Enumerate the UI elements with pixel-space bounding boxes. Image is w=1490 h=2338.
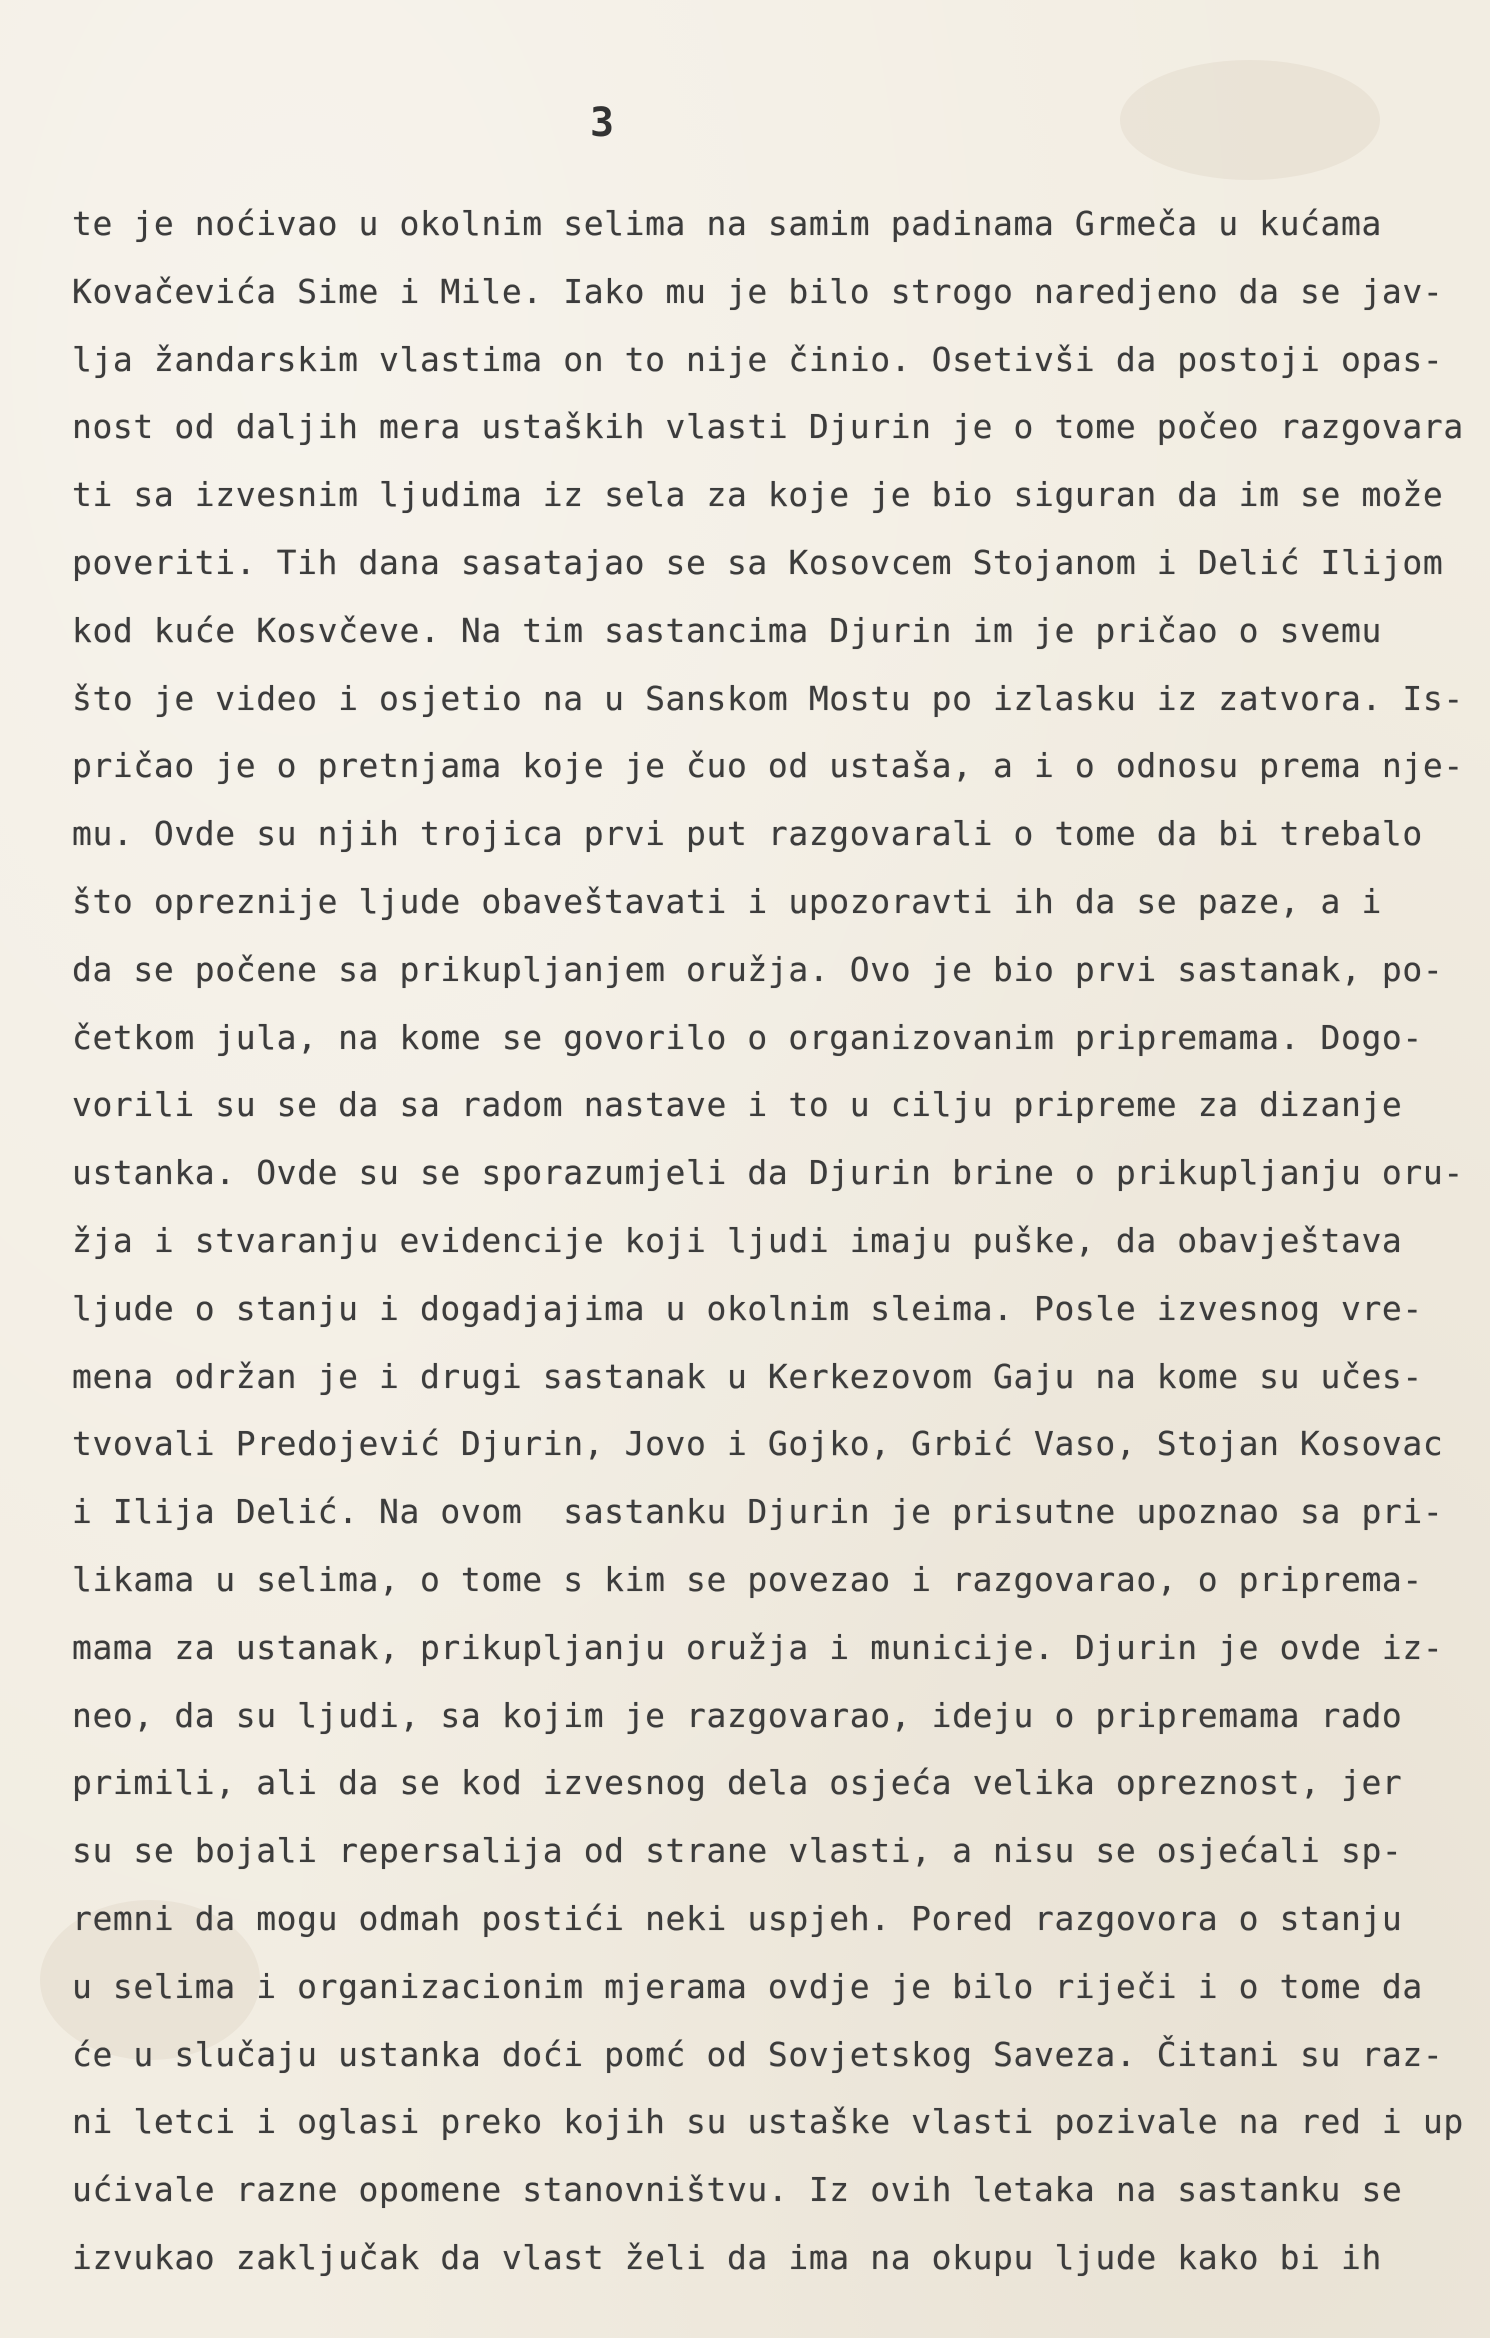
text-line: mama za ustanak, prikupljanju oružja i municije. Djurin je ovde iz- <box>72 1627 1444 1667</box>
text-line: remni da mogu odmah postići neki uspjeh. Pored razgovora o stanju <box>72 1898 1403 1938</box>
text-line: ni letci i oglasi preko kojih su ustaške vlasti pozivale na red i up <box>72 2102 1464 2142</box>
text-line: poveriti. Tih dana sasatajao se sa Kosovcem Stojanom i Delić Ilijom <box>72 542 1444 582</box>
page-number: 3 <box>590 100 615 146</box>
text-line: Kovačevića Sime i Mile. Iako mu je bilo strogo naredjeno da se jav- <box>72 271 1444 311</box>
text-line: likama u selima, o tome s kim se povezao i razgovarao, o priprema- <box>72 1559 1423 1599</box>
body-text <box>72 190 1472 2292</box>
text-line: lja žandarskim vlastima on to nije činio. Osetivši da postoji opas- <box>72 339 1444 379</box>
text-line: mu. Ovde su njih trojica prvi put razgovarali o tome da bi trebalo <box>72 814 1423 854</box>
text-line: su se bojali repersalija od strane vlasti, a nisu se osjećali sp- <box>72 1831 1403 1871</box>
text-line: i Ilija Delić. Na ovom sastanku Djurin je prisutne upoznao sa pri- <box>72 1492 1444 1532</box>
text-line: pričao je o pretnjama koje je čuo od ustaša, a i o odnosu prema nje- <box>72 746 1464 786</box>
text-line: ustanka. Ovde su se sporazumjeli da Djurin brine o prikupljanju oru- <box>72 1153 1464 1193</box>
text-line: kod kuće Kosvčeve. Na tim sastancima Djurin im je pričao o svemu <box>72 610 1382 650</box>
text-line: što je video i osjetio na u Sanskom Mostu po izlasku iz zatvora. Is- <box>72 678 1464 718</box>
text-line: u selima i organizacionim mjerama ovdje je bilo riječi i o tome da <box>72 1966 1423 2006</box>
paper-stain <box>1120 60 1380 180</box>
text-line: mena održan je i drugi sastanak u Kerkezovom Gaju na kome su učes- <box>72 1356 1423 1396</box>
text-line: ti sa izvesnim ljudima iz sela za koje je bio siguran da im se može <box>72 475 1444 515</box>
text-line: tvovali Predojević Djurin, Jovo i Gojko, Grbić Vaso, Stojan Kosovac <box>72 1424 1444 1464</box>
text-line: te je noćivao u okolnim selima na samim padinama Grmeča u kućama <box>72 204 1382 243</box>
text-line: nost od daljih mera ustaških vlasti Djurin je o tome počeo razgovara <box>72 407 1464 447</box>
text-line: da se počene sa prikupljanjem oružja. Ovo je bio prvi sastanak, po- <box>72 949 1444 989</box>
text-line: izvukao zaključak da vlast želi da ima na okupu ljude kako bi ih <box>72 2237 1382 2277</box>
text-line: što opreznije ljude obaveštavati i upozoravti ih da se paze, a i <box>72 881 1382 921</box>
text-line: vorili su se da sa radom nastave i to u cilju pripreme za dizanje <box>72 1085 1403 1125</box>
text-line: ućivale razne opomene stanovništvu. Iz ovih letaka na sastanku se <box>72 2170 1403 2210</box>
text-line: žja i stvaranju evidencije koji ljudi imaju puške, da obavještava <box>72 1220 1403 1260</box>
text-line: neo, da su ljudi, sa kojim je razgovarao, ideju o pripremama rado <box>72 1695 1403 1735</box>
text-line: primili, ali da se kod izvesnog dela osjeća velika opreznost, jer <box>72 1763 1403 1803</box>
text-line: će u slučaju ustanka doći pomć od Sovjetskog Saveza. Čitani su raz- <box>72 2034 1444 2074</box>
text-line: ljude o stanju i dogadjajima u okolnim sleima. Posle izvesnog vre- <box>72 1288 1423 1328</box>
text-line: četkom jula, na kome se govorilo o organizovanim pripremama. Dogo- <box>72 1017 1423 1057</box>
